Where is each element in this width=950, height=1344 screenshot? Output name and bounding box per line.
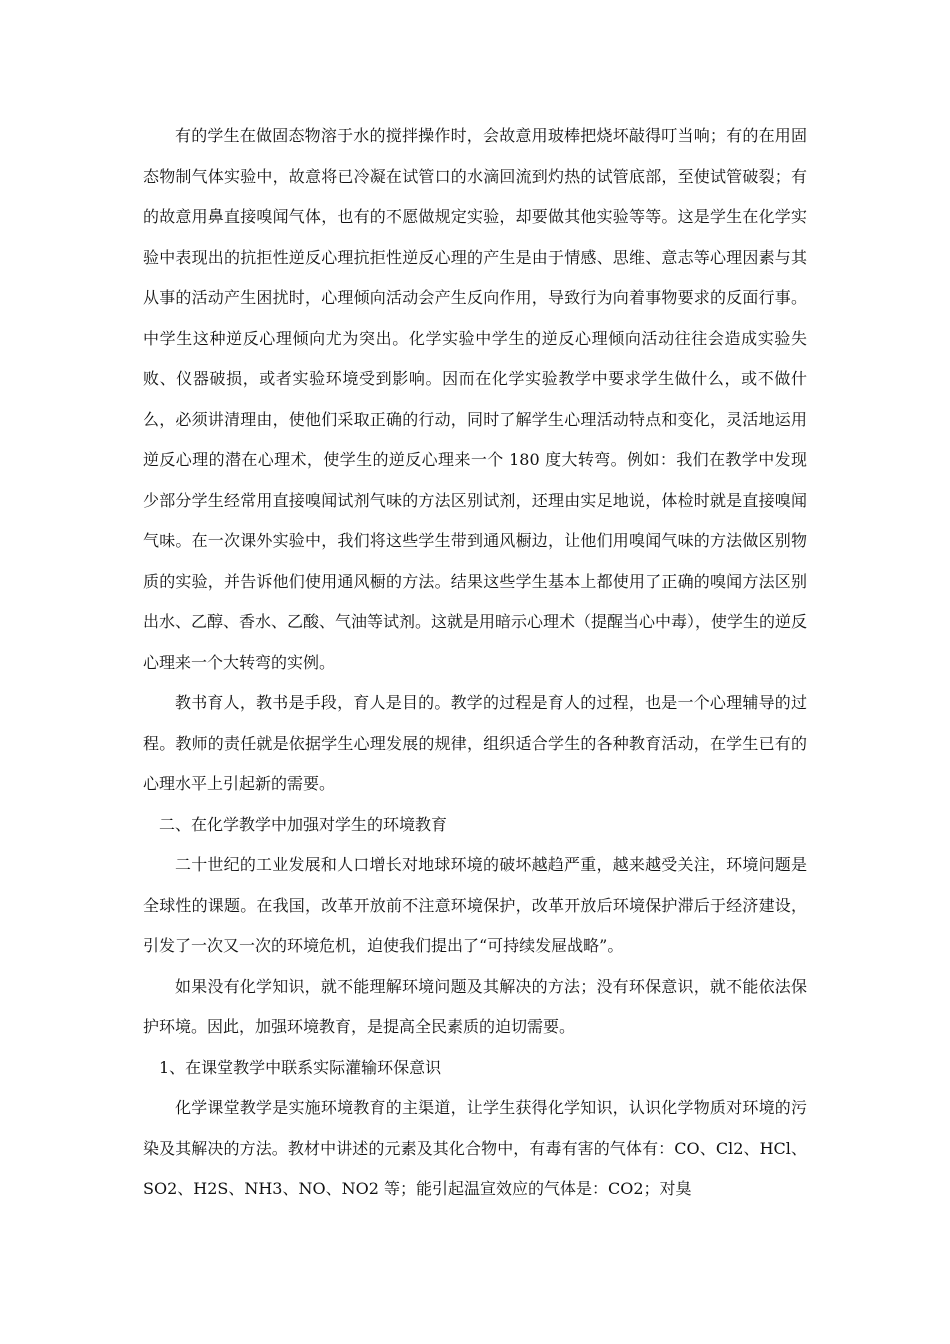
- paragraph-environment-crisis: 二十世纪的工业发展和人口增长对地球环境的破坏越趋严重，越来越受关注，环境问题是全球性的课题。在我国，改革开放前不注意环境保护，改革开放后环境保护滞后于经济建设，引发了一次又一次的环境危机，迫使我们提出了“可持续发屉战略”。: [143, 855, 807, 955]
- paragraph-teaching-purpose: 教书育人，教书是手段，育人是目的。教学的过程是育人的过程，也是一个心理辅导的过程。教师的责任就是依据学生心理发展的规律，组织适合学生的各种教育活动，在学生已有的心理水平上引起新的需要。: [143, 693, 807, 793]
- paragraph-chemistry-knowledge: 如果没有化学知识，就不能理解环境问题及其解决的方法；没有环保意识，就不能依法保护环境。因此，加强环境教育，是提高全民素质的迫切需要。: [143, 976, 807, 1036]
- paragraph-classroom-teaching: 化学课堂教学是实施环境教育的主渠道，让学生获得化学知识，认识化学物质对环境的污染及其解决的方法。教材中讲述的元素及其化合物中，有毒有害的气体有：CO、Cl2、HCl、SO2、H2S、NH3、NO、NO2 等；能引起温宣效应的气体是：CO2；对臭: [143, 1098, 807, 1198]
- section-heading-environment: 二、在化学教学中加强对学生的环境教育: [159, 814, 448, 834]
- subsection-heading-classroom: 1、在课堂教学中联系实际灌输环保意识: [159, 1057, 442, 1077]
- document-body: [143, 116, 807, 1210]
- paragraph-lab-resistance: 有的学生在做固态物溶于水的搅拌操作时，会故意用玻棒把烧坏敲得叮当响；有的在用固态物制气体实验中，故意将已冷凝在试管口的水滴回流到灼热的试管底部，至使试管破裂；有的故意用鼻直接嗅闻气体，也有的不愿做规定实验，却要做其他实验等等。这是学生在化学实验中表现出的抗拒性逆反心理抗拒性逆反心理的产生是由于情感、思维、意志等心理因素与其从事的活动产生困扰时，心理倾向活动会产生反向作用，导致行为向着事物要求的反面行事。中学生这种逆反心理倾向尤为突出。化学实验中学生的逆反心理倾向活动往往会造成实验失败、仪器破损，或者实验环境受到影响。因而在化学实验教学中要求学生做什么，或不做什么，必须讲清理由，使他们采取正确的行动，同时了解学生心理活动特点和变化，灵活地运用逆反心理的潜在心理术，使学生的逆反心理来一个 180 度大转弯。例如：我们在教学中发现少部分学生经常用直接嗅闻试剂气味的方法区别试剂，还理由实足地说，体检时就是直接嗅闻气味。在一次课外实验中，我们将这些学生带到通风橱边，让他们用嗅闻气味的方法做区别物质的实验，并告诉他们使用通风橱的方法。结果这些学生基本上都使用了正确的嗅闻方法区别出水、乙醇、香水、乙酸、气油等试剂。这就是用暗示心理术（提醒当心中毒），使学生的逆反心理来一个大转弯的实例。: [143, 126, 808, 672]
